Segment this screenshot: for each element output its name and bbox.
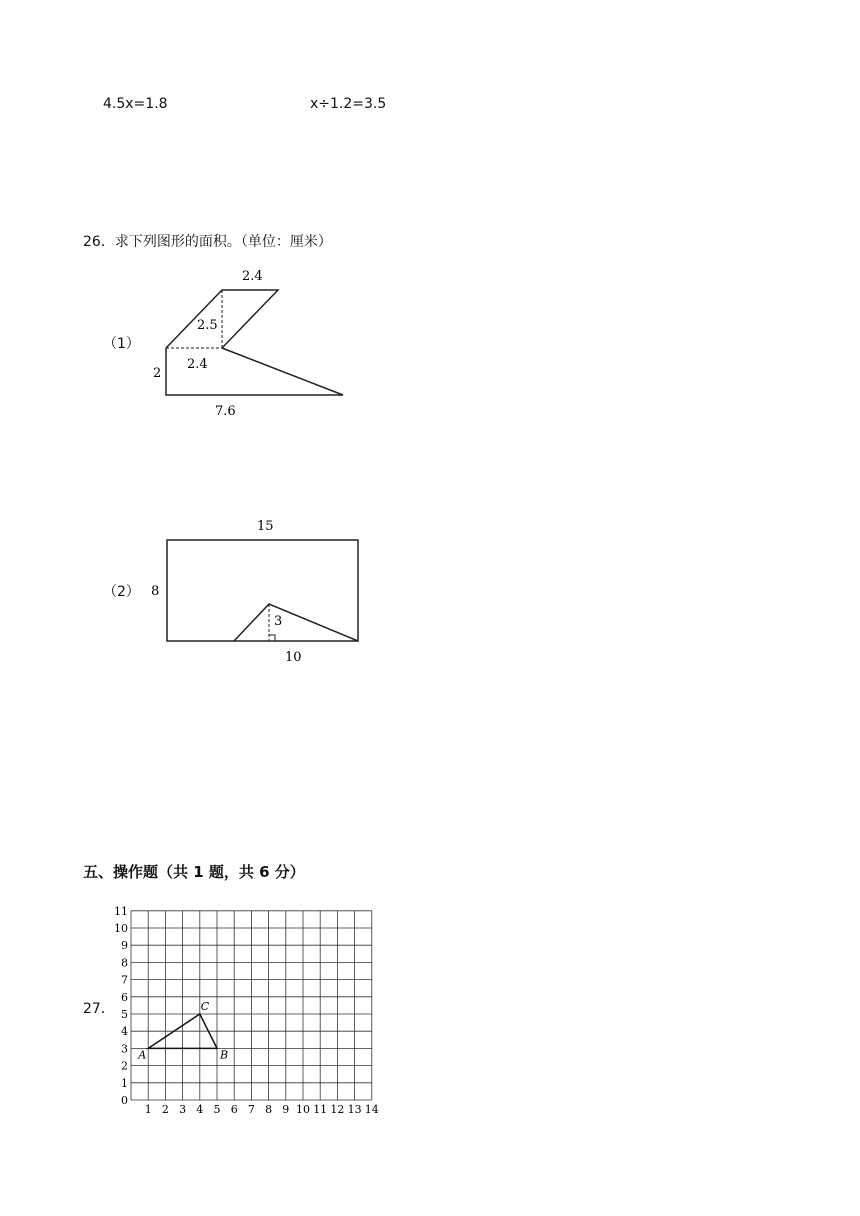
equation-1: 4.5x=1.8 (103, 96, 168, 112)
figure-1-dim-bottom: 7.6 (215, 404, 236, 419)
figure-1-dim-mid: 2.4 (187, 357, 208, 372)
x-tick-label: 5 (213, 1103, 221, 1116)
x-tick-label: 12 (330, 1103, 345, 1116)
y-tick-label: 10 (114, 922, 128, 935)
x-tick-label: 13 (347, 1103, 362, 1116)
x-tick-label: 6 (230, 1103, 238, 1116)
x-tick-label: 14 (364, 1103, 379, 1116)
figure-2-dim-height: 3 (274, 614, 283, 629)
x-tick-label: 3 (179, 1103, 187, 1116)
x-tick-label: 4 (196, 1103, 204, 1116)
figure-2-label: （2） (103, 584, 140, 600)
x-tick-label: 2 (161, 1103, 169, 1116)
figure-2-diagram (140, 510, 370, 670)
x-tick-label: 10 (296, 1103, 310, 1116)
x-tick-label: 9 (282, 1103, 290, 1116)
x-tick-label: 7 (247, 1103, 255, 1116)
right-angle-mark (269, 635, 275, 641)
y-tick-label: 8 (121, 956, 128, 970)
x-tick-label: 8 (265, 1103, 273, 1116)
question-26-title: 26．求下列图形的面积。（单位：厘米） (83, 234, 332, 250)
y-tick-label: 7 (121, 973, 128, 987)
figure-1-dim-top: 2.4 (242, 269, 263, 284)
y-tick-label: 5 (121, 1008, 128, 1021)
figure-2-dim-top: 15 (257, 519, 274, 534)
equation-2: x÷1.2=3.5 (310, 96, 387, 112)
vertex-label: A (138, 1048, 147, 1062)
figure-1-parallelogram (166, 290, 278, 348)
y-tick-label: 11 (114, 904, 128, 918)
x-tick-label: 11 (313, 1103, 328, 1116)
y-tick-label: 9 (121, 939, 128, 953)
figure-1-diagram (140, 260, 370, 425)
figure-2-dim-left: 8 (151, 584, 160, 599)
vertex-label: B (220, 1048, 229, 1062)
figure-2-dim-bottom: 10 (285, 650, 302, 665)
coordinate-grid (110, 893, 390, 1123)
figure-1-dim-height: 2.5 (197, 318, 218, 333)
figure-1-dim-left: 2 (153, 366, 162, 381)
figure-2-triangle (234, 604, 358, 641)
x-tick-label: 1 (144, 1103, 152, 1116)
figure-2-rectangle (167, 540, 358, 641)
question-27-number: 27． (83, 1001, 115, 1017)
section-5-title: 五、操作题（共 1 题，共 6 分） (83, 863, 305, 881)
y-tick-label: 2 (121, 1059, 128, 1073)
y-tick-label: 6 (121, 990, 128, 1004)
y-tick-label: 0 (121, 1094, 128, 1107)
y-tick-label: 4 (121, 1025, 128, 1039)
vertex-label: C (200, 1000, 210, 1013)
y-tick-label: 1 (121, 1076, 128, 1090)
figure-1-label: （1） (103, 336, 140, 352)
y-tick-label: 3 (121, 1042, 128, 1056)
